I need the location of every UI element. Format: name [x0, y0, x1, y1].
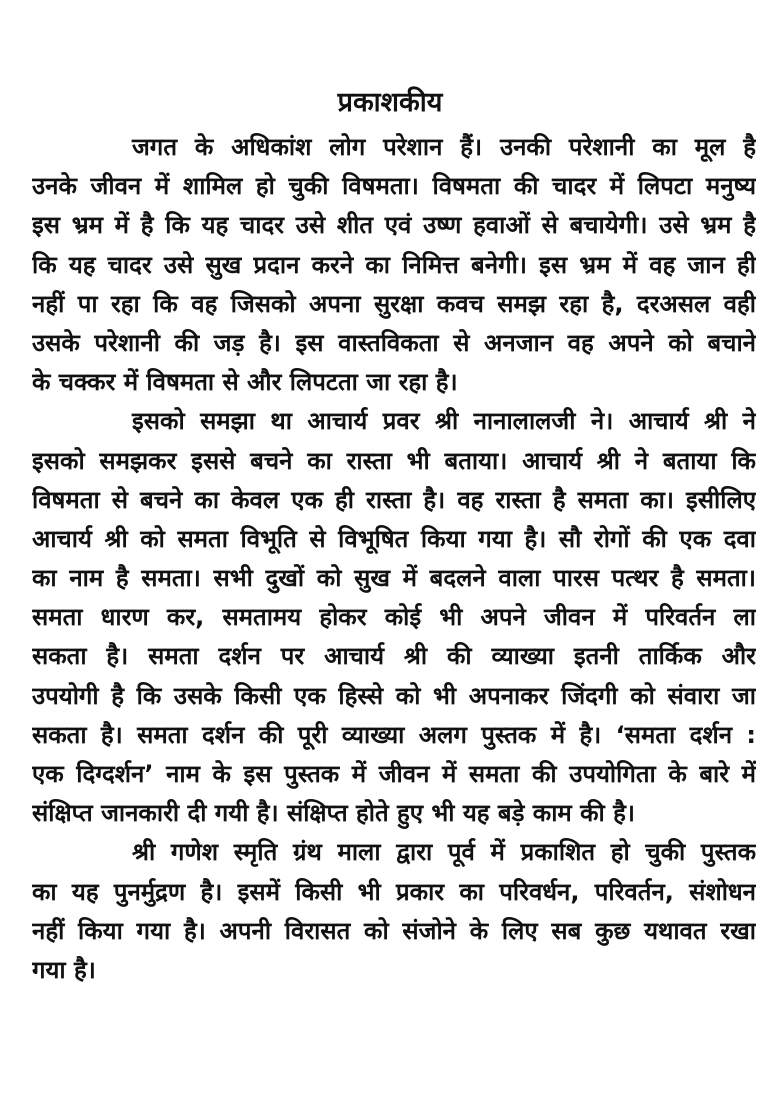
text-line: जगत के अधिकांश लोग परेशान हैं। उनकी परेशानी का मूल है: [132, 133, 756, 161]
text-line: नहीं पा रहा कि वह जिसको अपना सुरक्षा कवच समझ रहा है, दरअसल वही: [32, 289, 756, 318]
text-line: उपयोगी है कि उसके किसी एक हिस्से को भी अपनाकर जिंदगी को संवारा जा: [32, 681, 756, 710]
text-line: सकता है। समता दर्शन की पूरी व्याख्या अलग पुस्तक में है। ‘समता दर्शन :: [32, 720, 756, 749]
text-line: समता धारण कर, समतामय होकर कोई भी अपने जीवन में परिवर्तन ला: [32, 603, 756, 632]
document-body: [32, 128, 756, 990]
text-line: एक दिग्दर्शन’ नाम के इस पुस्तक में जीवन में समता की उपयोगिता के बारे में: [32, 760, 756, 788]
text-line: सकता है। समता दर्शन पर आचार्य श्री की व्याख्या इतनी तार्किक और: [32, 642, 756, 671]
text-line: कि यह चादर उसे सुख प्रदान करने का निमित्त बनेगी। इस भ्रम में वह जान ही: [32, 250, 756, 279]
text-line: आचार्य श्री को समता विभूति से विभूषित किया गया है। सौ रोगों की एक दवा: [32, 524, 756, 553]
text-line: इसको समझकर इससे बचने का रास्ता भी बताया। आचार्य श्री ने बताया कि: [32, 446, 756, 475]
text-line: गया है।: [32, 955, 96, 984]
text-line: का नाम है समता। सभी दुखों को सुख में बदलने वाला पारस पत्थर है समता।: [32, 564, 756, 593]
text-line: उनके जीवन में शामिल हो चुकी विषमता। विषमता की चादर में लिपटा मनुष्य: [32, 172, 756, 201]
text-line: संक्षिप्त जानकारी दी गयी है। संक्षिप्त होते हुए भी यह बड़े काम की है।: [32, 799, 635, 828]
text-line: नहीं किया गया है। अपनी विरासत को संजोने के लिए सब कुछ यथावत रखा: [32, 916, 756, 945]
text-line: श्री गणेश स्मृति ग्रंथ माला द्वारा पूर्व में प्रकाशित हो चुकी पुस्तक: [132, 838, 756, 867]
text-line: इसको समझा था आचार्य प्रवर श्री नानालालजी ने। आचार्य श्री ने: [132, 407, 756, 436]
text-line: उसके परेशानी की जड़ है। इस वास्तविकता से अनजान वह अपने को बचाने: [32, 328, 756, 357]
text-line: के चक्कर में विषमता से और लिपटता जा रहा है।: [32, 368, 458, 397]
text-line: विषमता से बचने का केवल एक ही रास्ता है। वह रास्ता है समता का। इसीलिए: [32, 485, 756, 514]
text-line: इस भ्रम में है कि यह चादर उसे शीत एवं उष्ण हवाओं से बचायेगी। उसे भ्रम है: [32, 211, 756, 240]
page-title: प्रकाशकीय: [337, 87, 443, 118]
text-line: का यह पुनर्मुद्रण है। इसमें किसी भी प्रकार का परिवर्धन, परिवर्तन, संशोधन: [32, 877, 756, 906]
paragraph: [32, 128, 756, 402]
paragraph: [32, 402, 756, 833]
paragraph: [32, 833, 756, 990]
